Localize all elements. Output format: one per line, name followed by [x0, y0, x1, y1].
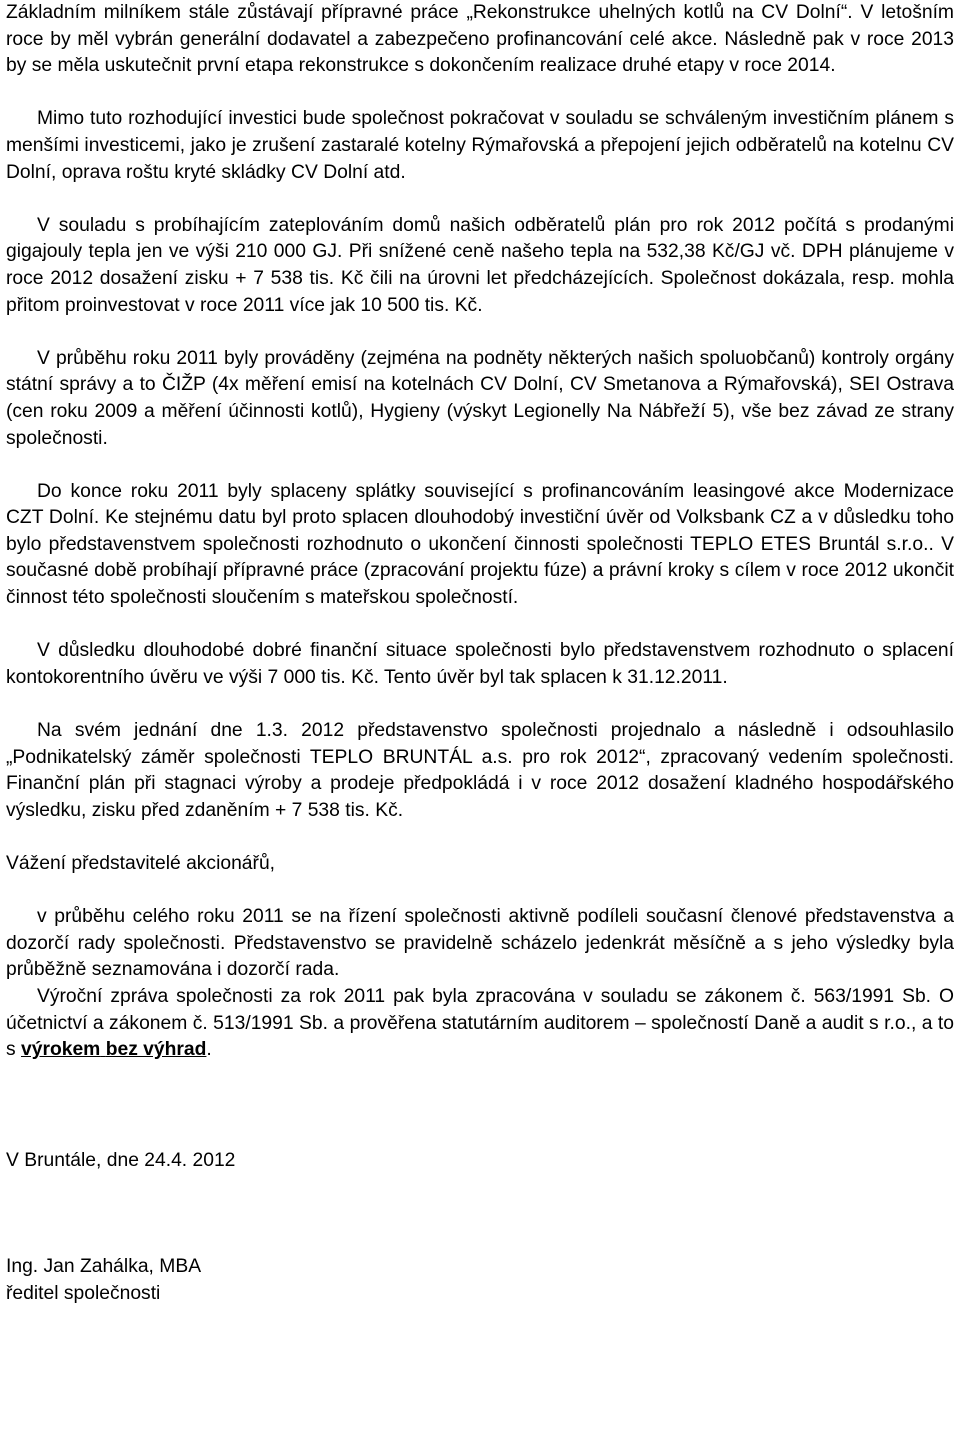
place-date: V Bruntále, dne 24.4. 2012 [6, 1149, 236, 1171]
paragraph-loans: Do konce roku 2011 byly splaceny splátky související s profinancováním leasingové akce Modernizace CZT Dolní. Ke stejnému datu byl proto splacen dlouhodobý investiční úvěr od Volksbank CZ a v důsledku toho bylo představenstvem společnosti rozhodnuto o ukončení činnosti společnosti TEPLO ETES Bruntál s.r.o.. V současné době probíhají přípravné práce (zpracování projektu fúze) a právní kroky s cílem v roce 2012 ukončit činnost této společnosti sloučením s mateřskou společností. [6, 480, 954, 609]
audit-opinion-emphasis-2: bez výhrad [105, 1039, 207, 1061]
document-page [6, 0, 954, 1308]
paragraph-investments: Mimo tuto rozhodující investici bude společnost pokračovat v souladu se schváleným investičním plánem s menšími investicemi, jako je zrušení zastaralé kotelny Rýmařovská a přepojení jejich odběratelů na kotelnu CV Dolní, oprava roštu kryté skládky CV Dolní atd. [6, 108, 954, 183]
paragraph-business-plan: Na svém jednání dne 1.3. 2012 představenstvo společnosti projednalo a následně i odsouhlasilo „Podnikatelský záměr společnosti TEPLO BRUNTÁL a.s. pro rok 2012“, zpracovaný vedením společnosti. Finanční plán při stagnaci výroby a prodeje předpokládá i v roce 2012 dosažení kladného hospodářského výsledku, zisku před zdaněním + 7 538 tis. Kč. [6, 720, 954, 821]
paragraph-inspections: V průběhu roku 2011 byly prováděny (zejména na podněty některých našich spoluobčanů) kontroly orgány státní správy a to ČIŽP (4x měření emisí na kotelnách CV Dolní, CV Smetanova a Rýmařovská), SEI Ostrava (cen roku 2009 a měření účinnosti kotlů), Hygieny (výskyt Legionelly Na Nábřeží 5), vše bez závad ze strany společnosti. [6, 347, 954, 449]
paragraph-management: v průběhu celého roku 2011 se na řízení společnosti aktivně podíleli současní členové představenstva a dozorčí rady společnosti. Představenstvo se pravidelně scházelo jedenkrát měsíčně a s jeho výsledky byla průběžně seznamována i dozorčí rada. [6, 906, 954, 981]
paragraph-reconstruction: Základním milníkem stále zůstávají přípravné práce „Rekonstrukce uhelných kotlů na CV Dolní“. V letošním roce by měl vybrán generální dodavatel a zabezpečeno profinancování celé akce. Následně pak v roce 2013 by se měla uskutečnit první etapa rekonstrukce s dokončením realizace druhé etapy v roce 2014. [6, 2, 954, 77]
paragraph-sales-plan: V souladu s probíhajícím zateplováním domů našich odběratelů plán pro rok 2012 počítá s prodanými gigajouly tepla jen ve výši 210 000 GJ. Při snížené ceně našeho tepla na 532,38 Kč/GJ vč. DPH plánujeme v roce 2012 dosažení zisku + 7 538 tis. Kč čili na úrovni let předcházejících. Společnost dokázala, resp. mohla přitom proinvestovat v roce 2011 více jak 10 500 tis. Kč. [6, 214, 954, 316]
signature-name: Ing. Jan Zahálka, MBA [6, 1256, 202, 1278]
salutation: Vážení představitelé akcionářů, [6, 853, 276, 874]
signature-title: ředitel společnosti [6, 1282, 161, 1304]
annual-report-end: . [206, 1039, 212, 1061]
paragraph-overdraft: V důsledku dlouhodobé dobré finanční situace společnosti bylo představenstvem rozhodnuto o splacení kontokorentního úvěru ve výši 7 000 tis. Kč. Tento úvěr byl tak splacen k 31.12.2011. [6, 640, 954, 688]
annual-report-text: Výroční zpráva společnosti za rok 2011 pak byla zpracována v souladu se zákonem č. 563/1991 Sb. O účetnictví a zákonem č. 513/1991 Sb. a prověřena statutárním auditorem – společností Daně a audit s r.o., a to s [6, 985, 954, 1061]
audit-opinion-emphasis-1: výrokem [21, 1039, 101, 1061]
paragraph-annual-report [6, 984, 954, 1064]
